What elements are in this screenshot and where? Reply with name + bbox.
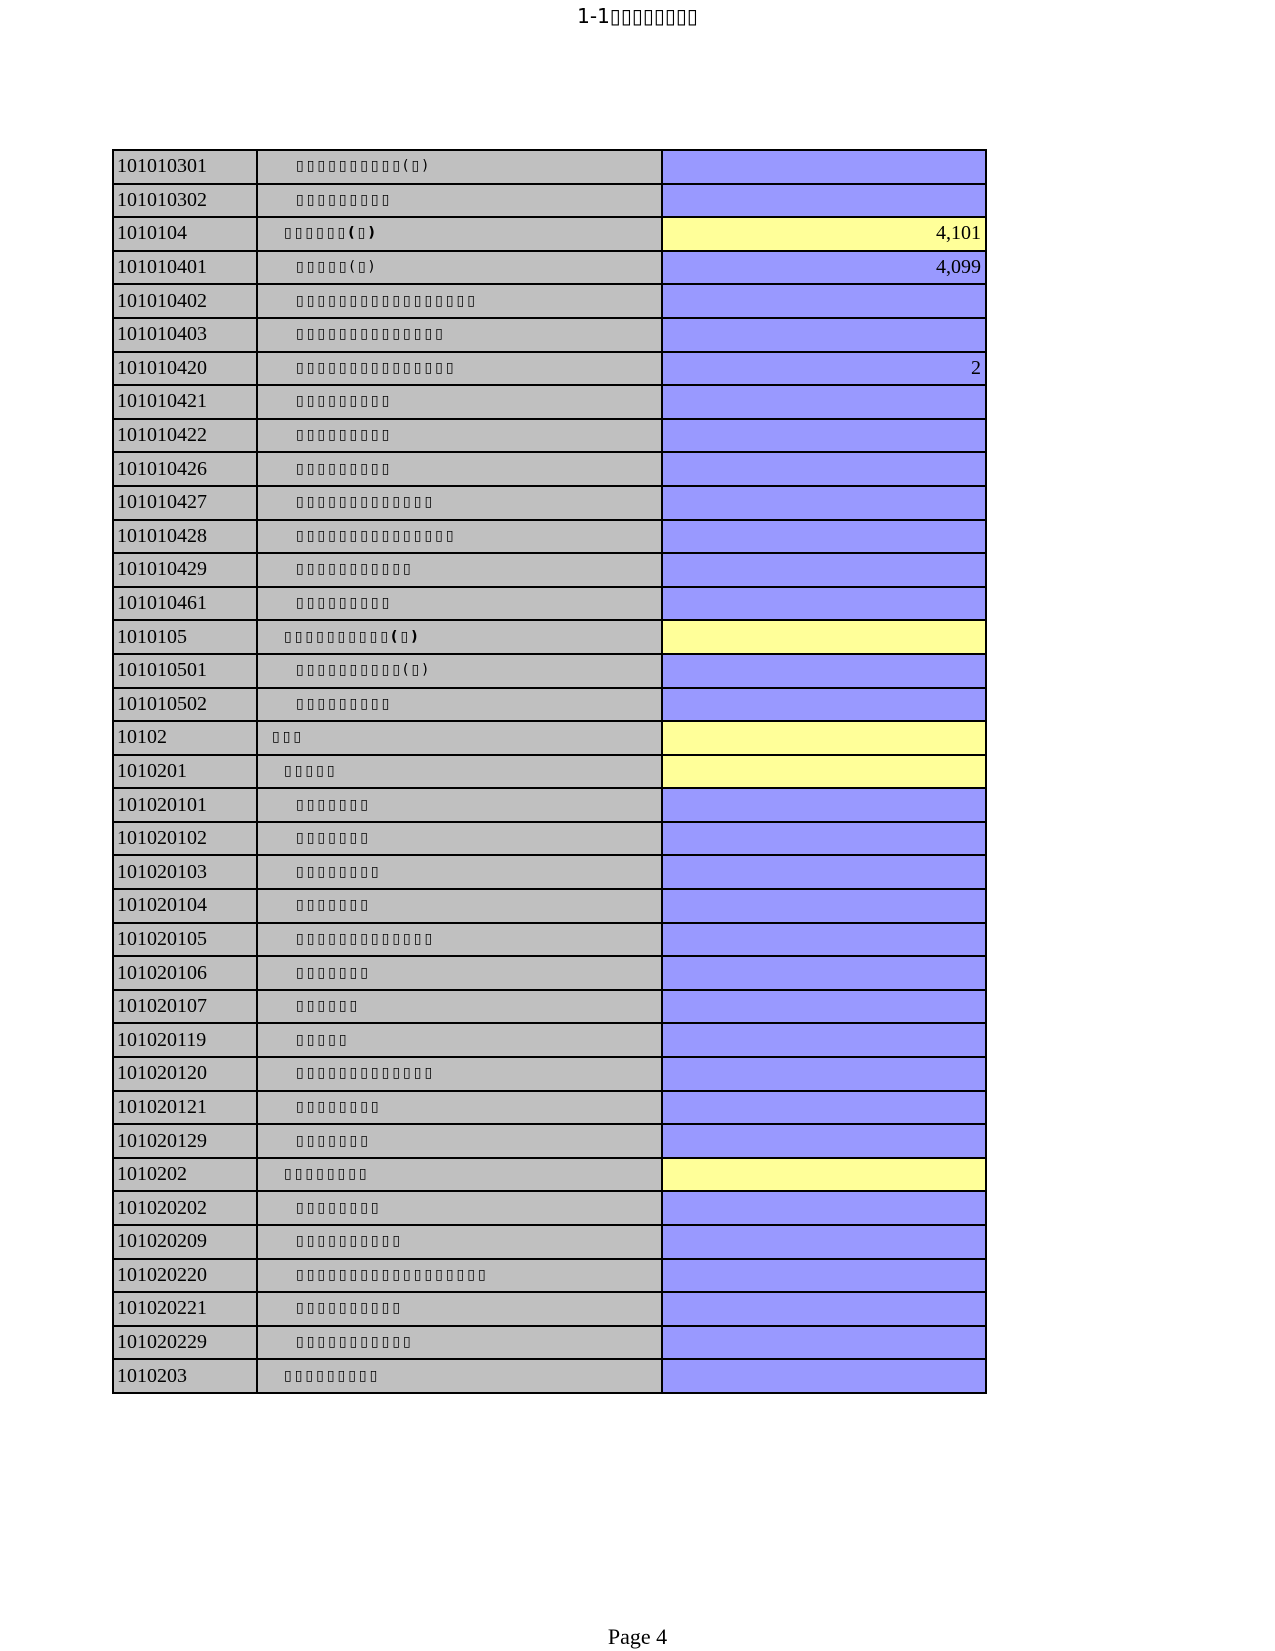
account-code-cell: 101010301 (113, 150, 257, 184)
amount-cell[interactable] (662, 1158, 986, 1192)
amount-cell[interactable] (662, 184, 986, 218)
account-name-cell: ▯▯▯▯▯▯ (257, 990, 662, 1024)
amount-cell[interactable] (662, 1359, 986, 1393)
table-row (113, 1326, 986, 1360)
account-name-cell: ▯▯▯ (257, 721, 662, 755)
account-code-cell: 101010429 (113, 553, 257, 587)
account-code-cell: 1010104 (113, 217, 257, 251)
account-code-cell: 101020101 (113, 788, 257, 822)
account-code-cell: 101020202 (113, 1191, 257, 1225)
account-name-cell: ▯▯▯▯▯▯▯▯▯▯ (257, 1225, 662, 1259)
amount-cell[interactable] (662, 822, 986, 856)
account-name-cell: ▯▯▯▯▯▯▯▯▯ (257, 184, 662, 218)
account-code-cell: 101020103 (113, 855, 257, 889)
account-name-cell: ▯▯▯▯▯▯▯▯▯▯▯▯▯ (257, 1057, 662, 1091)
account-name-cell: ▯▯▯▯▯▯▯▯▯▯(▯) (257, 620, 662, 654)
account-name-cell: ▯▯▯▯▯▯▯▯ (257, 1191, 662, 1225)
account-table (112, 149, 987, 1394)
amount-cell[interactable] (662, 318, 986, 352)
amount-cell[interactable]: 4,099 (662, 251, 986, 285)
account-code-cell: 101010427 (113, 486, 257, 520)
account-code-cell: 101020209 (113, 1225, 257, 1259)
account-code-cell: 101020129 (113, 1124, 257, 1158)
account-name-cell: ▯▯▯▯▯▯▯▯▯▯(▯) (257, 654, 662, 688)
account-code-cell: 101020102 (113, 822, 257, 856)
table-row (113, 620, 986, 654)
account-name-cell: ▯▯▯▯▯▯▯ (257, 956, 662, 990)
account-name-cell: ▯▯▯▯▯▯▯ (257, 822, 662, 856)
account-code-cell: 101010461 (113, 587, 257, 621)
table-row (113, 251, 986, 285)
table-row (113, 1158, 986, 1192)
account-code-cell: 101010426 (113, 452, 257, 486)
table-row (113, 217, 986, 251)
table-row (113, 923, 986, 957)
account-code-cell: 1010202 (113, 1158, 257, 1192)
amount-cell[interactable] (662, 1292, 986, 1326)
amount-cell[interactable] (662, 721, 986, 755)
account-code-cell: 101020221 (113, 1292, 257, 1326)
amount-cell[interactable] (662, 284, 986, 318)
amount-cell[interactable] (662, 1326, 986, 1360)
account-code-cell: 101010502 (113, 688, 257, 722)
amount-cell[interactable] (662, 654, 986, 688)
amount-cell[interactable] (662, 1259, 986, 1293)
table-row (113, 587, 986, 621)
table-row (113, 385, 986, 419)
table-row (113, 855, 986, 889)
table-row (113, 553, 986, 587)
account-name-cell: ▯▯▯▯▯▯(▯) (257, 217, 662, 251)
account-code-cell: 101020220 (113, 1259, 257, 1293)
table-row (113, 1023, 986, 1057)
account-name-cell: ▯▯▯▯▯ (257, 755, 662, 789)
account-name-cell: ▯▯▯▯▯▯▯▯▯▯▯▯▯▯▯ (257, 520, 662, 554)
account-name-cell: ▯▯▯▯▯▯▯▯▯▯(▯) (257, 150, 662, 184)
account-code-cell: 101010302 (113, 184, 257, 218)
table-row (113, 520, 986, 554)
table-row (113, 184, 986, 218)
account-code-cell: 101020121 (113, 1091, 257, 1125)
table-row (113, 150, 986, 184)
account-code-cell: 101020105 (113, 923, 257, 957)
account-name-cell: ▯▯▯▯▯▯▯▯▯ (257, 419, 662, 453)
amount-cell[interactable] (662, 956, 986, 990)
table-row (113, 654, 986, 688)
account-name-cell: ▯▯▯▯▯▯▯ (257, 788, 662, 822)
account-code-cell: 10102 (113, 721, 257, 755)
amount-cell[interactable] (662, 788, 986, 822)
account-code-cell: 1010201 (113, 755, 257, 789)
account-code-cell: 101010401 (113, 251, 257, 285)
table-row (113, 1225, 986, 1259)
account-name-cell: ▯▯▯▯▯▯▯ (257, 1124, 662, 1158)
account-name-cell: ▯▯▯▯▯▯▯▯▯▯▯▯▯▯ (257, 318, 662, 352)
table-row (113, 721, 986, 755)
amount-cell[interactable] (662, 452, 986, 486)
account-name-cell: ▯▯▯▯▯▯▯▯▯ (257, 688, 662, 722)
amount-cell[interactable] (662, 486, 986, 520)
table-row (113, 1091, 986, 1125)
amount-cell[interactable] (662, 990, 986, 1024)
account-name-cell: ▯▯▯▯▯▯▯▯▯▯▯▯▯▯▯ (257, 352, 662, 386)
table-row (113, 318, 986, 352)
account-name-cell: ▯▯▯▯▯▯▯▯▯▯ (257, 1292, 662, 1326)
amount-cell[interactable] (662, 755, 986, 789)
account-code-cell: 1010105 (113, 620, 257, 654)
table-row (113, 1292, 986, 1326)
account-name-cell: ▯▯▯▯▯▯▯▯▯▯▯▯▯▯▯▯▯▯ (257, 1259, 662, 1293)
amount-cell[interactable] (662, 620, 986, 654)
account-name-cell: ▯▯▯▯▯▯▯▯▯▯▯▯▯ (257, 486, 662, 520)
account-code-cell: 1010203 (113, 1359, 257, 1393)
amount-cell[interactable] (662, 553, 986, 587)
amount-cell[interactable] (662, 1057, 986, 1091)
account-name-cell: ▯▯▯▯▯▯▯▯▯ (257, 452, 662, 486)
account-name-cell: ▯▯▯▯▯(▯) (257, 251, 662, 285)
account-code-cell: 101020104 (113, 889, 257, 923)
account-name-cell: ▯▯▯▯▯▯▯▯ (257, 1158, 662, 1192)
account-name-cell: ▯▯▯▯▯▯▯▯▯▯▯ (257, 553, 662, 587)
amount-cell[interactable] (662, 855, 986, 889)
table-row (113, 1191, 986, 1225)
table-row (113, 419, 986, 453)
amount-cell[interactable] (662, 1023, 986, 1057)
page-title: 1-1▯▯▯▯▯▯▯▯ (577, 4, 698, 28)
page-number: Page 4 (607, 1624, 668, 1649)
amount-cell[interactable] (662, 587, 986, 621)
amount-cell[interactable] (662, 1124, 986, 1158)
account-code-cell: 101010421 (113, 385, 257, 419)
table-row (113, 1259, 986, 1293)
amount-cell[interactable] (662, 385, 986, 419)
table-row (113, 889, 986, 923)
amount-cell[interactable] (662, 688, 986, 722)
amount-cell[interactable] (662, 419, 986, 453)
table-row (113, 284, 986, 318)
amount-cell[interactable] (662, 923, 986, 957)
table-row (113, 956, 986, 990)
account-name-cell: ▯▯▯▯▯▯▯▯ (257, 855, 662, 889)
amount-cell[interactable] (662, 1225, 986, 1259)
account-code-cell: 101020119 (113, 1023, 257, 1057)
table-row (113, 822, 986, 856)
account-name-cell: ▯▯▯▯▯▯▯▯▯▯▯ (257, 1326, 662, 1360)
account-code-cell: 101020229 (113, 1326, 257, 1360)
table-row (113, 1124, 986, 1158)
account-code-cell: 101010422 (113, 419, 257, 453)
amount-cell[interactable]: 4,101 (662, 217, 986, 251)
account-name-cell: ▯▯▯▯▯▯▯▯ (257, 1091, 662, 1125)
account-code-cell: 101020107 (113, 990, 257, 1024)
amount-cell[interactable] (662, 1191, 986, 1225)
amount-cell[interactable]: 2 (662, 352, 986, 386)
account-code-cell: 101010403 (113, 318, 257, 352)
account-code-cell: 101010402 (113, 284, 257, 318)
amount-cell[interactable] (662, 1091, 986, 1125)
account-code-cell: 101010428 (113, 520, 257, 554)
account-name-cell: ▯▯▯▯▯▯▯▯▯ (257, 1359, 662, 1393)
table-row (113, 1359, 986, 1393)
account-name-cell: ▯▯▯▯▯▯▯▯▯ (257, 385, 662, 419)
account-code-cell: 101010501 (113, 654, 257, 688)
account-code-cell: 101020106 (113, 956, 257, 990)
account-name-cell: ▯▯▯▯▯▯▯▯▯▯▯▯▯▯▯▯▯ (257, 284, 662, 318)
amount-cell[interactable] (662, 889, 986, 923)
table-row (113, 788, 986, 822)
account-name-cell: ▯▯▯▯▯▯▯▯▯▯▯▯▯ (257, 923, 662, 957)
table-row (113, 486, 986, 520)
amount-cell[interactable] (662, 520, 986, 554)
table-row (113, 688, 986, 722)
table-row (113, 990, 986, 1024)
account-code-cell: 101010420 (113, 352, 257, 386)
account-code-cell: 101020120 (113, 1057, 257, 1091)
table-row (113, 352, 986, 386)
amount-cell[interactable] (662, 150, 986, 184)
table-body (113, 150, 986, 1393)
account-name-cell: ▯▯▯▯▯▯▯ (257, 889, 662, 923)
table-row (113, 1057, 986, 1091)
account-name-cell: ▯▯▯▯▯ (257, 1023, 662, 1057)
account-name-cell: ▯▯▯▯▯▯▯▯▯ (257, 587, 662, 621)
table-row (113, 755, 986, 789)
table-row (113, 452, 986, 486)
